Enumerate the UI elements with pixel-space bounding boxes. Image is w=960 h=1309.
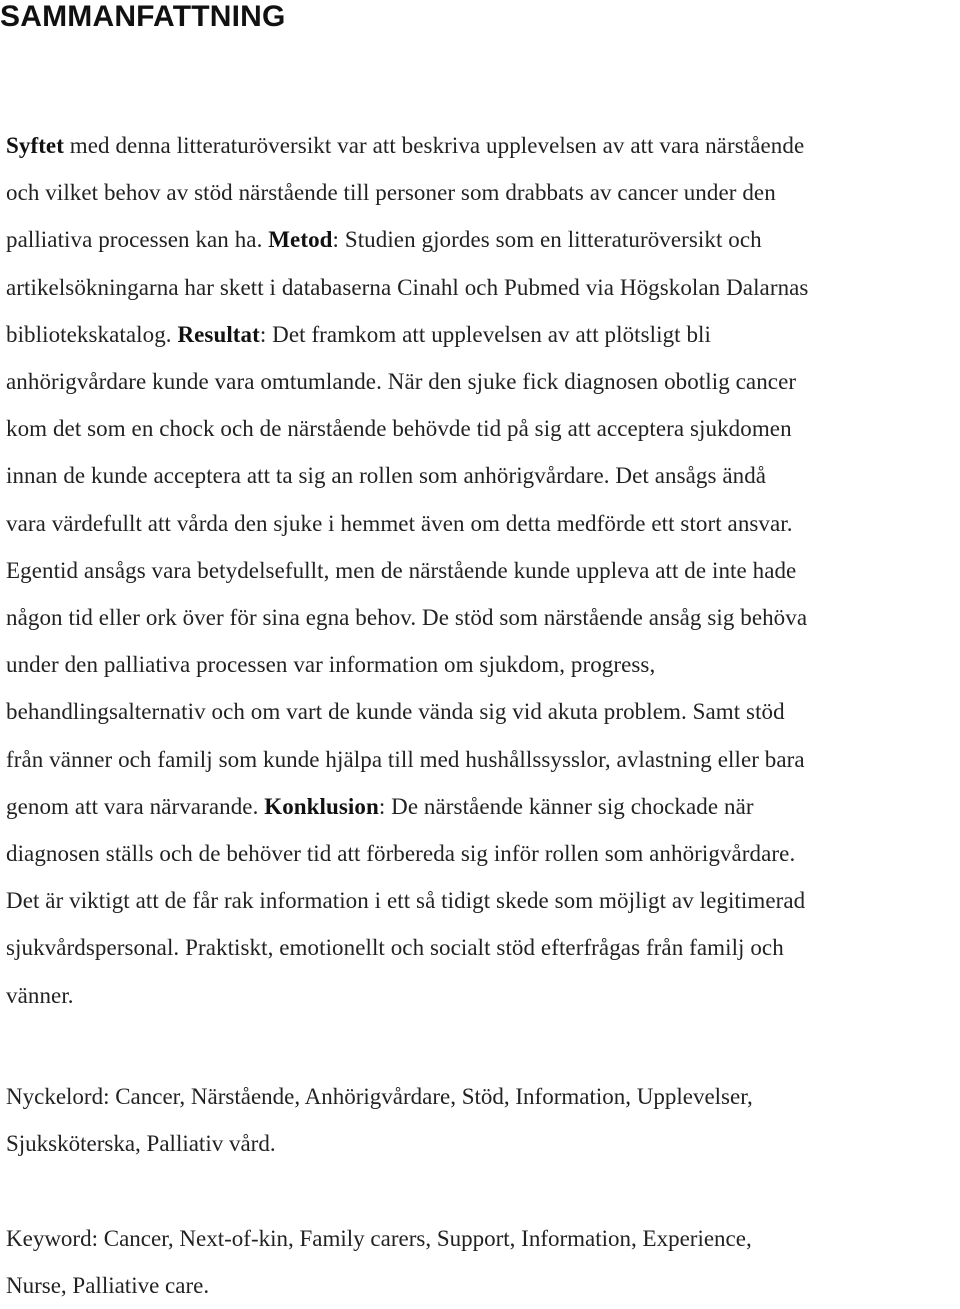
- abstract-text: med denna litteraturöversikt var att beskriva upplevelsen av att vara närstående: [63, 133, 805, 158]
- abstract-line: [6, 594, 958, 641]
- abstract-paragraph: [6, 122, 958, 1019]
- abstract-text: vänner.: [6, 982, 74, 1008]
- abstract-line: [6, 169, 958, 216]
- keywords-line: Nyckelord: Cancer, Närstående, Anhörigvårdare, Stöd, Information, Upplevelser,: [6, 1084, 753, 1109]
- keywords-english: [6, 1215, 956, 1309]
- abstract-line: [6, 641, 958, 688]
- abstract-line: [6, 358, 958, 405]
- abstract-line: [6, 877, 958, 924]
- keywords-line: Keyword: Cancer, Next-of-kin, Family carers, Support, Information, Experience,: [6, 1226, 752, 1251]
- abstract-text: : Det framkom att upplevelsen av att plötsligt bli: [259, 321, 711, 347]
- abstract-text: och vilket behov av stöd närstående till personer som drabbats av cancer under den: [6, 180, 776, 206]
- label-resultat: Resultat: [177, 321, 260, 347]
- abstract-text: artikelsökningarna har skett i databaserna Cinahl och Pubmed via Högskolan Dalarnas: [6, 274, 809, 300]
- abstract-line: [6, 264, 958, 311]
- label-metod: Metod: [268, 227, 333, 253]
- abstract-text: kom det som en chock och de närstående behövde tid på sig att acceptera sjukdomen: [6, 416, 792, 442]
- abstract-text: Det är viktigt att de får rak information i ett så tidigt skede som möjligt av legitimerad: [6, 888, 806, 914]
- page-title: SAMMANFATTNING: [0, 0, 286, 33]
- abstract-line: [6, 924, 958, 971]
- abstract-line: [6, 405, 958, 452]
- abstract-line: [6, 311, 958, 358]
- abstract-line: [6, 452, 958, 499]
- abstract-line: [6, 122, 958, 169]
- abstract-line: [6, 830, 958, 877]
- abstract-text: : Studien gjordes som en litteraturöversikt och: [332, 227, 762, 253]
- abstract-text: : De närstående känner sig chockade när: [378, 793, 754, 819]
- abstract-line: [6, 216, 958, 263]
- keywords-line: Sjuksköterska, Palliativ vård.: [6, 1131, 276, 1157]
- abstract-line: [6, 500, 958, 547]
- abstract-text: innan de kunde acceptera att ta sig an rollen som anhörigvårdare. Det ansågs ändå: [6, 463, 767, 489]
- abstract-text: någon tid eller ork över för sina egna behov. De stöd som närstående ansåg sig behöva: [6, 605, 808, 631]
- abstract-line: [6, 688, 958, 735]
- keywords-swedish: [6, 1073, 956, 1167]
- keywords-line: Nurse, Palliative care.: [6, 1273, 210, 1299]
- abstract-text: under den palliativa processen var information om sjukdom, progress,: [6, 652, 656, 678]
- abstract-text: från vänner och familj som kunde hjälpa till med hushållssysslor, avlastning eller bara: [6, 746, 805, 772]
- abstract-text: diagnosen ställs och de behöver tid att förbereda sig inför rollen som anhörigvårdare.: [6, 841, 796, 867]
- abstract-text: Egentid ansågs vara betydelsefullt, men de närstående kunde uppleva att de inte hade: [6, 557, 797, 583]
- abstract-text: anhörigvårdare kunde vara omtumlande. När den sjuke fick diagnosen obotlig cancer: [6, 369, 797, 395]
- abstract-text: vara värdefullt att vårda den sjuke i hemmet även om detta medförde ett stort ansvar.: [6, 510, 793, 536]
- label-konklusion: Konklusion: [264, 793, 379, 819]
- abstract-text: bibliotekskatalog.: [6, 321, 178, 347]
- abstract-line: [6, 972, 958, 1019]
- abstract-text: genom att vara närvarande.: [6, 793, 265, 819]
- abstract-text: sjukvårdspersonal. Praktiskt, emotionellt och socialt stöd efterfrågas från familj och: [6, 935, 784, 961]
- abstract-text: behandlingsalternativ och om vart de kunde vända sig vid akuta problem. Samt stöd: [6, 699, 785, 725]
- abstract-line: [6, 736, 958, 783]
- abstract-line: [6, 547, 958, 594]
- abstract-text: palliativa processen kan ha.: [6, 227, 269, 253]
- abstract-line: [6, 783, 958, 830]
- label-syftet: Syftet: [6, 133, 64, 158]
